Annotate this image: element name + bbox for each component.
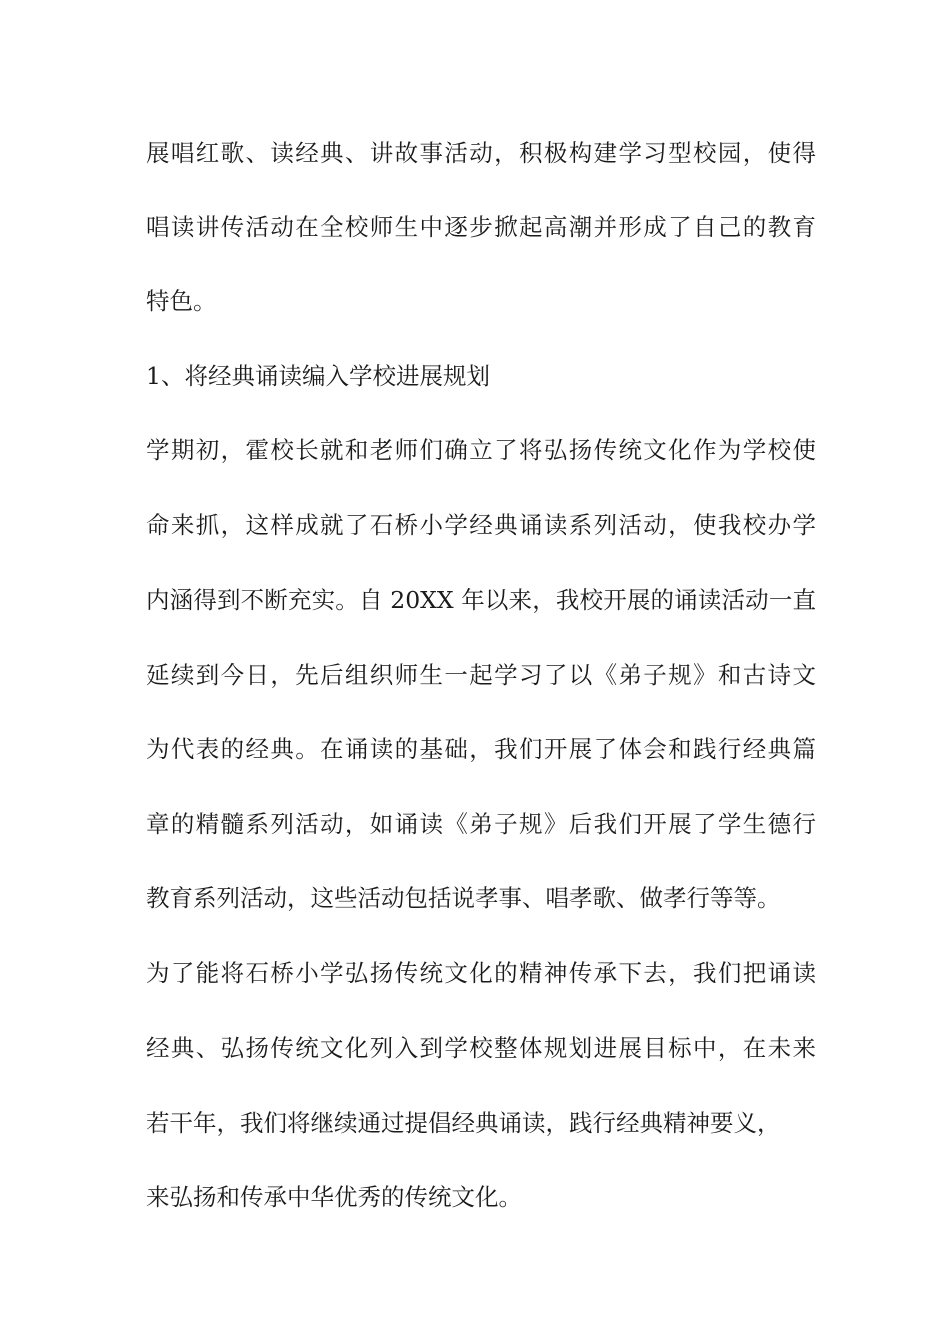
text-line: 内涵得到不断充实。自 20XX 年以来，我校开展的诵读活动一直 — [146, 586, 816, 614]
text-line: 延续到今日，先后组织师生一起学习了以《弟子规》和古诗文 — [146, 661, 816, 689]
text-line: 若干年，我们将继续通过提倡经典诵读，践行经典精神要义， — [146, 1109, 781, 1137]
text-line: 章的精髓系列活动，如诵读《弟子规》后我们开展了学生德行 — [146, 810, 816, 838]
text-line: 唱读讲传活动在全校师生中逐步掀起高潮并形成了自己的教育 — [146, 213, 816, 241]
text-line: 来弘扬和传承中华优秀的传统文化。 — [146, 1183, 522, 1211]
text-line: 经典、弘扬传统文化列入到学校整体规划进展目标中，在未来 — [146, 1034, 816, 1062]
section-heading: 1、将经典诵读编入学校进展规划 — [146, 362, 490, 390]
text-line: 特色。 — [146, 287, 217, 315]
text-line: 展唱红歌、读经典、讲故事活动，积极构建学习型校园，使得 — [146, 139, 816, 167]
text-line: 为代表的经典。在诵读的基础，我们开展了体会和践行经典篇 — [146, 735, 816, 763]
text-line: 为了能将石桥小学弘扬传统文化的精神传承下去，我们把诵读 — [146, 959, 816, 987]
text-line: 命来抓，这样成就了石桥小学经典诵读系列活动，使我校办学 — [146, 511, 816, 539]
text-line: 教育系列活动，这些活动包括说孝事、唱孝歌、做孝行等等。 — [146, 884, 781, 912]
text-line: 学期初，霍校长就和老师们确立了将弘扬传统文化作为学校使 — [146, 436, 816, 464]
